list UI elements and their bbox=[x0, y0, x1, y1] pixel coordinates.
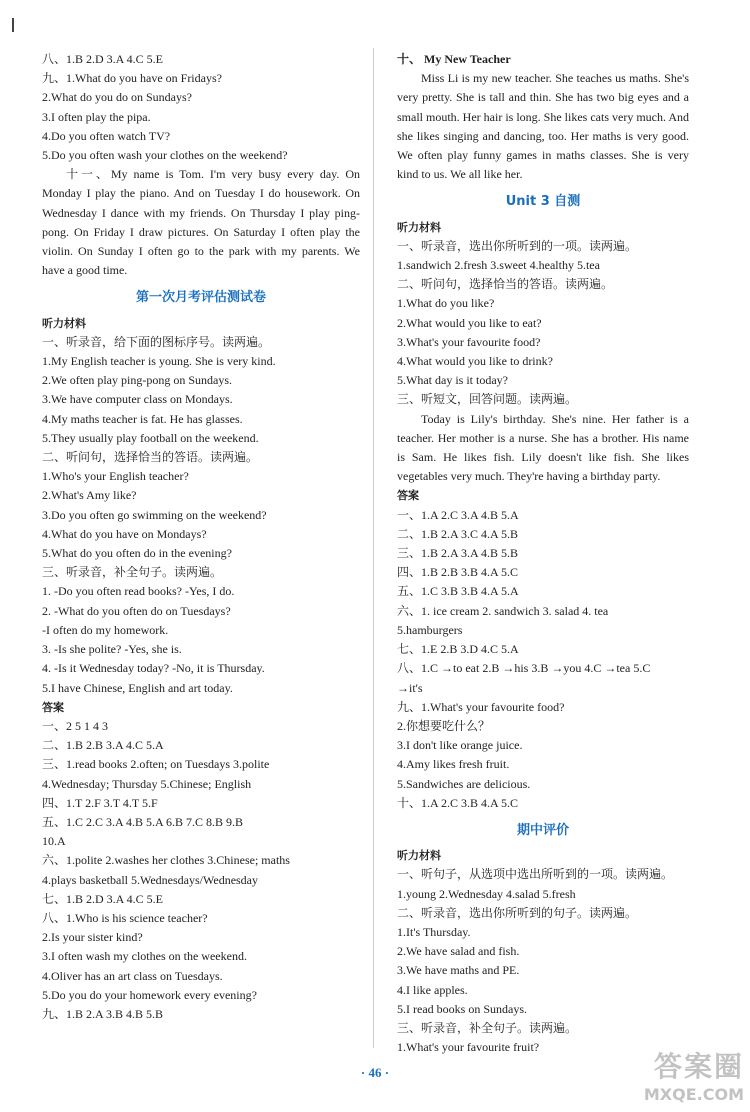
text-line: 5.What do you often do in the evening? bbox=[42, 546, 232, 561]
text-line: 五、1.C 3.B 3.B 4.A 5.A bbox=[397, 584, 519, 599]
text-line: 一、2 5 1 4 3 bbox=[42, 718, 109, 733]
text-line: 4.Wednesday; Thursday 5.Chinese; English bbox=[42, 776, 252, 791]
text-line: 六、1.polite 2.washes her clothes 3.Chinese; maths bbox=[42, 853, 290, 868]
watermark-text: 答案圈 bbox=[653, 1050, 744, 1083]
text-line: 八、1.C →to eat 2.B →his 3.B →you 4.C →tea 5.C bbox=[397, 661, 651, 676]
text-line: 3.I don't like orange juice. bbox=[397, 738, 523, 753]
text-line: 一、听录音，给下面的图标序号。读两遍。 bbox=[42, 334, 271, 349]
text-line: 三、听录音，补全句子。读两遍。 bbox=[397, 1020, 578, 1035]
text-line: 九、1.What do you have on Fridays? bbox=[42, 71, 222, 86]
corner-mark bbox=[12, 18, 14, 32]
left-column bbox=[42, 50, 360, 1024]
text-line: 4.Amy likes fresh fruit. bbox=[397, 757, 510, 772]
text-line: 2.Is your sister kind? bbox=[42, 930, 143, 945]
text-line: 一、1.A 2.C 3.A 4.B 5.A bbox=[397, 507, 519, 522]
text-line: 三、听短文，回答问题。读两遍。 bbox=[397, 392, 578, 407]
right-column bbox=[397, 50, 689, 1057]
text-line: 二、听录音，选出你所听到的句子。读两遍。 bbox=[397, 905, 638, 920]
section-heading: 第一次月考评估测试卷 bbox=[135, 290, 266, 306]
text-line: 1.It's Thursday. bbox=[397, 924, 471, 939]
text-line: 5.They usually play football on the weekend. bbox=[42, 430, 259, 445]
watermark-logo bbox=[644, 1045, 744, 1104]
text-line: 三、听录音，补全句子。读两遍。 bbox=[42, 565, 223, 580]
text-line: 2.你想要吃什么？ bbox=[397, 718, 491, 733]
subheading: 听力材料 bbox=[397, 220, 441, 234]
text-line: 八、1.B 2.D 3.A 4.C 5.E bbox=[42, 52, 164, 66]
text-line: 5.hamburgers bbox=[397, 622, 463, 637]
text-line: 4.plays basketball 5.Wednesdays/Wednesday bbox=[42, 872, 259, 887]
subheading: 答案 bbox=[42, 700, 64, 714]
text-line: 4. -Is it Wednesday today? -No, it is Thursday. bbox=[42, 661, 265, 676]
subheading: 答案 bbox=[397, 489, 419, 503]
text-line: 四、1.T 2.F 3.T 4.T 5.F bbox=[42, 795, 158, 810]
text-line: 五、1.C 2.C 3.A 4.B 5.A 6.B 7.C 8.B 9.B bbox=[42, 814, 244, 829]
text-line: 5.Do you do your homework every evening? bbox=[42, 987, 257, 1002]
text-line: 3.I often wash my clothes on the weekend. bbox=[42, 949, 247, 964]
text-line: 4.Do you often watch TV? bbox=[42, 128, 171, 143]
text-line: 3. -Is she polite? -Yes, she is. bbox=[42, 642, 182, 657]
text-line: 2.What do you do on Sundays? bbox=[42, 90, 192, 105]
text-line: 1.What's your favourite fruit? bbox=[397, 1040, 540, 1055]
section-heading: 期中评价 bbox=[516, 822, 569, 838]
paragraph: Today is Lily's birthday. She's nine. Her father is a teacher. Her mother is a nurse. She has a brother. His name is Sam. He likes fish. Lily doesn't like fish. She likes vegetables very much. They're having a birthday party. bbox=[397, 411, 689, 484]
text-line: →it's bbox=[397, 680, 423, 695]
text-line: 1. -Do you often read books? -Yes, I do. bbox=[42, 584, 235, 599]
text-line: 1.young 2.Wednesday 4.salad 5.fresh bbox=[397, 886, 576, 901]
text-line: 一、听录音，选出你所听到的一项。读两遍。 bbox=[397, 238, 638, 253]
text-line: 二、1.B 2.A 3.C 4.A 5.B bbox=[397, 526, 519, 541]
text-line: 5.What day is it today? bbox=[397, 373, 508, 388]
text-line: 2.We have salad and fish. bbox=[397, 944, 520, 959]
passage-title: 十、 My New Teacher bbox=[397, 52, 511, 66]
text-line: 一、听句子，从选项中选出所听到的一项。读两遍。 bbox=[397, 867, 674, 882]
text-line: 九、1.What's your favourite food? bbox=[397, 699, 565, 714]
text-line: 1.What do you like? bbox=[397, 296, 495, 311]
column-divider bbox=[373, 48, 374, 1048]
section-heading: Unit 3 自测 bbox=[505, 194, 581, 210]
paragraph: 十一、My name is Tom. I'm very busy every day. On Monday I play the piano. And on Tuesday I do housework. On Wednesday I dance with my friends. On Thursday I play ping-pong. On Friday I draw pictures. On Saturday I often play the violin. On Sunday I often go to the park with my parents. We have a good time. bbox=[42, 167, 360, 278]
text-line: 5.I have Chinese, English and art today. bbox=[42, 680, 233, 695]
text-line: 3.I often play the pipa. bbox=[42, 109, 151, 124]
text-line: 4.My maths teacher is fat. He has glasses. bbox=[42, 411, 243, 426]
text-line: 4.I like apples. bbox=[397, 982, 468, 997]
text-line: 二、听问句，选择恰当的答语。读两遍。 bbox=[42, 450, 259, 465]
text-line: 4.What do you have on Mondays? bbox=[42, 526, 207, 541]
watermark-url: MXQE.COM bbox=[643, 1085, 744, 1104]
text-line: 10.A bbox=[42, 834, 66, 849]
text-line: 4.Oliver has an art class on Tuesdays. bbox=[42, 968, 223, 983]
text-line: 三、1.B 2.A 3.A 4.B 5.B bbox=[397, 546, 519, 561]
text-line: 二、听问句，选择恰当的答语。读两遍。 bbox=[397, 277, 614, 292]
text-line: 2.What would you like to eat? bbox=[397, 315, 542, 330]
text-line: 3.We have computer class on Mondays. bbox=[42, 392, 233, 407]
subheading: 听力材料 bbox=[397, 849, 441, 863]
text-line: 四、1.B 2.B 3.B 4.A 5.C bbox=[397, 565, 519, 580]
text-line: 2.We often play ping-pong on Sundays. bbox=[42, 373, 233, 388]
text-line: 2.What's Amy like? bbox=[42, 488, 137, 503]
text-line: 2. -What do you often do on Tuesdays? bbox=[42, 603, 231, 618]
text-line: 八、1.Who is his science teacher? bbox=[42, 910, 208, 925]
text-line: 3.We have maths and PE. bbox=[397, 963, 520, 978]
text-line: 5.Do you often wash your clothes on the weekend? bbox=[42, 148, 288, 163]
text-line: 六、1. ice cream 2. sandwich 3. salad 4. tea bbox=[397, 603, 609, 618]
text-line: 七、1.B 2.D 3.A 4.C 5.E bbox=[42, 891, 164, 906]
text-line: 三、1.read books 2.often; on Tuesdays 3.polite bbox=[42, 757, 270, 772]
text-line: 5.I read books on Sundays. bbox=[397, 1001, 527, 1016]
text-line: 5.Sandwiches are delicious. bbox=[397, 776, 531, 791]
text-line: 3.What's your favourite food? bbox=[397, 334, 541, 349]
text-line: 4.What would you like to drink? bbox=[397, 354, 553, 369]
text-line: 二、1.B 2.B 3.A 4.C 5.A bbox=[42, 738, 164, 753]
text-line: -I often do my homework. bbox=[42, 622, 169, 637]
text-line: 十、1.A 2.C 3.B 4.A 5.C bbox=[397, 795, 519, 810]
subheading: 听力材料 bbox=[42, 316, 86, 330]
text-line: 3.Do you often go swimming on the weekend? bbox=[42, 507, 267, 522]
paragraph: Miss Li is my new teacher. She teaches us maths. She's very pretty. She is tall and thin. She has two big eyes and a small mouth. Her hair is long. She likes cats very much. And she likes singing and dancing, too. Her maths is very good. We often play funny games in maths classes. She is very kind to us. We all like her. bbox=[397, 71, 689, 182]
text-line: 1.sandwich 2.fresh 3.sweet 4.healthy 5.tea bbox=[397, 258, 600, 273]
text-line: 1.Who's your English teacher? bbox=[42, 469, 189, 484]
text-line: 1.My English teacher is young. She is very kind. bbox=[42, 354, 276, 369]
text-line: 九、1.B 2.A 3.B 4.B 5.B bbox=[42, 1006, 164, 1021]
page-number: · 46 · bbox=[360, 1065, 390, 1080]
text-line: 七、1.E 2.B 3.D 4.C 5.A bbox=[397, 642, 519, 657]
